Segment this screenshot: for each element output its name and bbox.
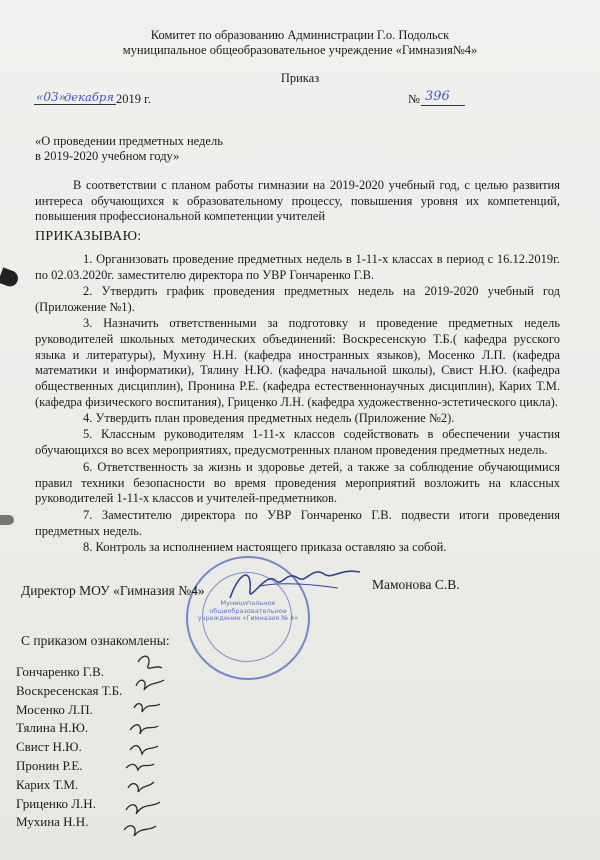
punch-hole-mark [0,267,20,288]
order-item-7: 7. Заместителю директора по УВР Гончаренко Г.В. подвести итоги проведения предметных недель. [35,508,560,538]
order-item-6: 6. Ответственность за жизнь и здоровье детей, а также за соблюдение обучающимися правил техники безопасности во время проведения мероприятий возложить на классных руководителей 1-11-х классов и учителей-предметников. [35,460,560,505]
order-number-label: № [408,92,420,106]
director-name: Мамонова С.В. [372,577,460,592]
date-underline [34,91,118,106]
list-item: Гриценко Л.Н. [16,795,96,811]
header-school: муниципальное общеобразовательное учреждение «Гимназия№4» [122,43,478,57]
subject-line-1: «О проведении предметных недель [35,134,223,148]
director-signature-icon [220,560,370,610]
list-item: Пронин Р.Е. [16,757,83,773]
doc-title: Приказ [280,71,320,85]
list-item: Свист Н.Ю. [16,739,82,755]
acquainted-list [16,663,122,832]
order-item-8: 8. Контроль за исполнением настоящего приказа оставляю за собой. [83,540,447,554]
staff-signatures-icon [118,650,208,850]
header-committee: Комитет по образованию Администрации Г.о. Подольск [150,28,450,42]
director-position: Директор МОУ «Гимназия №4» [21,583,205,598]
order-item-5: 5. Классным руководителям 1-11-х классов содействовать в обеспечении участия обучающихся во всех мероприятиях, предусмотренных планом проведения предметных недель. [35,427,560,457]
order-item-4: 4. Утвердить план проведения предметных недель (Приложение №2). [83,411,455,425]
list-item: Мосенко Л.П. [16,701,93,717]
date-day: «03» [36,90,66,104]
list-item: Карих Т.М. [16,776,79,792]
date-year: 2019 г. [116,92,151,106]
subject-line-2: в 2019-2020 учебном году» [35,149,180,163]
order-item-3: 3. Назначить ответственными за подготовку и проведение предметных недель руководителей школьных методических объединений: Воскресенскую Т.Б.( кафедра русского языка и литературы), Мухину Н.Н. (кафедра иностранных языков), Мосенко Л.П. (кафедра математики и информатики), Тялину Н.Ю. (кафедра начальной школы), Свист Н.Ю. (кафедра общественных дисциплин), Пронина Р.Е. (кафедра естественнонаучных дисциплин), Карих Т.М. (кафедра физического воспитания), Гриценко Л.Н. (кафедра художественно-эстетического цикла). [35,316,560,409]
stamp-text: Муниципальное общеобразовательное учреждение «Гимназия № 4» [197,599,299,622]
acquainted-label: С приказом ознакомлены: [21,633,170,648]
order-number-value: 396 [425,89,450,104]
list-item: Мухина Н.Н. [16,814,89,830]
punch-hole-mark [0,515,14,525]
order-word: ПРИКАЗЫВАЮ: [35,229,142,244]
order-item-1: 1. Организовать проведение предметных недель в 1-11-х классах в период с 16.12.2019г. по 02.03.2020г. заместителю директора по УВР Гончаренко Г.В. [35,252,560,282]
list-item: Воскресенская Т.Б. [16,682,123,698]
list-item: Гончаренко Г.В. [16,664,104,679]
preamble-text: В соответствии с планом работы гимназии на 2019-2020 учебный год, с целью развития интереса обучающихся к образовательному процессу, повышения уровня их компетенций, повышения профессиональной компетенции учителей [35,178,560,223]
date-month: декабря [64,90,114,104]
order-number-line [421,105,465,106]
order-item-2: 2. Утвердить график проведения предметных недель на 2019-2020 учебный год (Приложение №1). [35,284,560,314]
list-item: Тялина Н.Ю. [16,720,89,736]
